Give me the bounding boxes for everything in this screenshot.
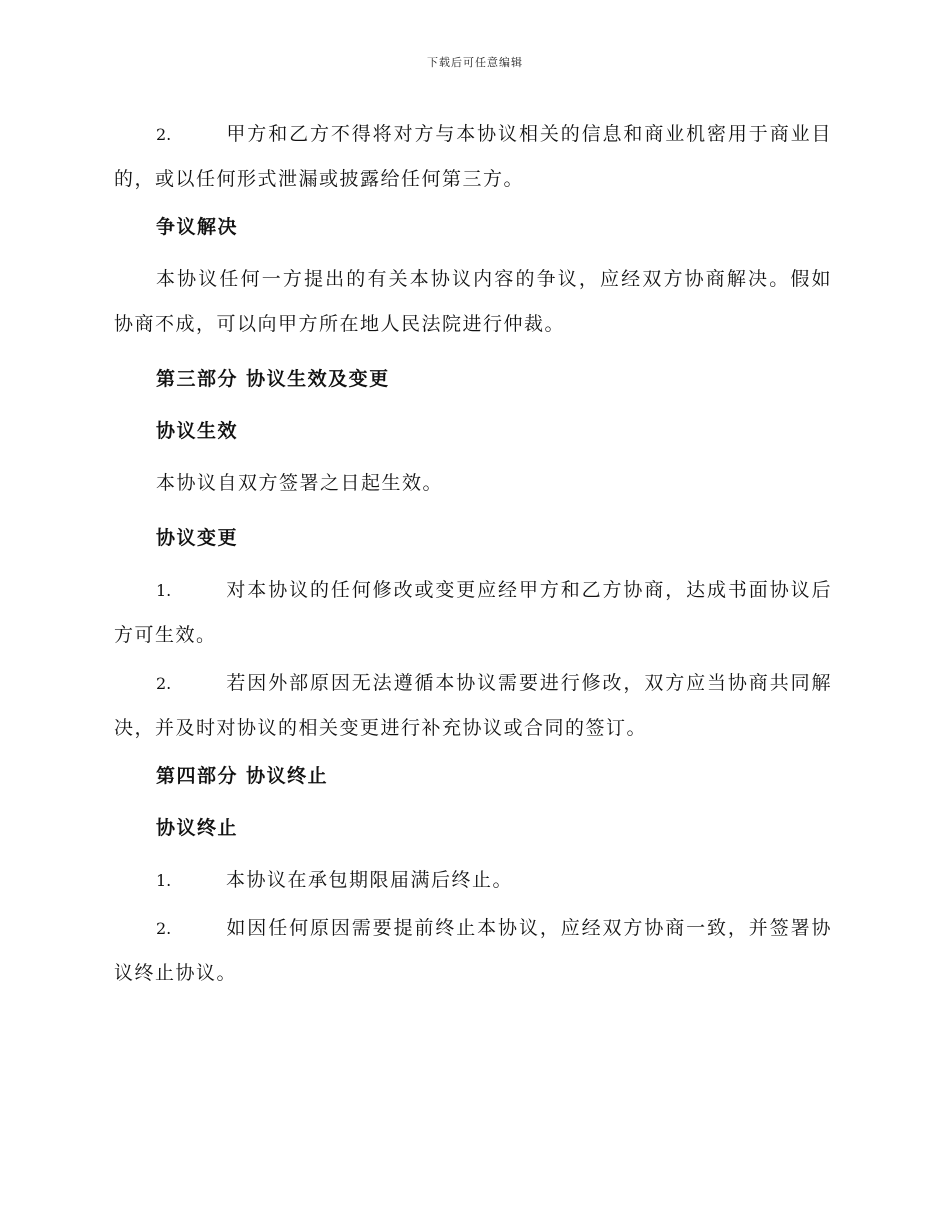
change-item-1 (114, 568, 832, 658)
section-heading-effective: 协议生效 (156, 420, 239, 442)
item-number: 2. (156, 674, 172, 693)
item-number: 1. (156, 871, 172, 890)
page-header: 下载后可任意编辑 (427, 56, 523, 69)
confidentiality-item-2 (114, 112, 832, 202)
item-text: 若因外部原因无法遵循本协议需要进行修改，双方应当协商共同解决，并及时对协议的相关变更进行补充协议或合同的签订。 (114, 672, 832, 739)
effective-paragraph: 本协议自双方签署之日起生效。 (156, 472, 444, 494)
item-text: 甲方和乙方不得将对方与本协议相关的信息和商业机密用于商业目的，或以任何形式泄漏或披露给任何第三方。 (114, 123, 832, 190)
item-number: 2. (156, 125, 172, 144)
item-text: 对本协议的任何修改或变更应经甲方和乙方协商，达成书面协议后方可生效。 (114, 579, 832, 646)
item-text: 如因任何原因需要提前终止本协议，应经双方协商一致，并签署协议终止协议。 (114, 917, 832, 984)
section-heading-change: 协议变更 (156, 527, 239, 549)
item-number: 1. (156, 581, 172, 600)
part-heading-4: 第四部分 协议终止 (156, 765, 329, 787)
section-heading-dispute: 争议解决 (156, 216, 239, 238)
part-heading-3: 第三部分 协议生效及变更 (156, 368, 390, 390)
dispute-paragraph: 本协议任何一方提出的有关本协议内容的争议，应经双方协商解决。假如协商不成，可以向甲方所在地人民法院进行仲裁。 (114, 268, 832, 335)
item-number: 2. (156, 919, 172, 938)
termination-item-1 (114, 858, 832, 903)
termination-item-2 (114, 906, 832, 996)
section-heading-termination: 协议终止 (156, 817, 239, 839)
document-body (114, 112, 832, 999)
item-text: 本协议在承包期限届满后终止。 (226, 869, 514, 891)
change-item-2 (114, 661, 832, 751)
